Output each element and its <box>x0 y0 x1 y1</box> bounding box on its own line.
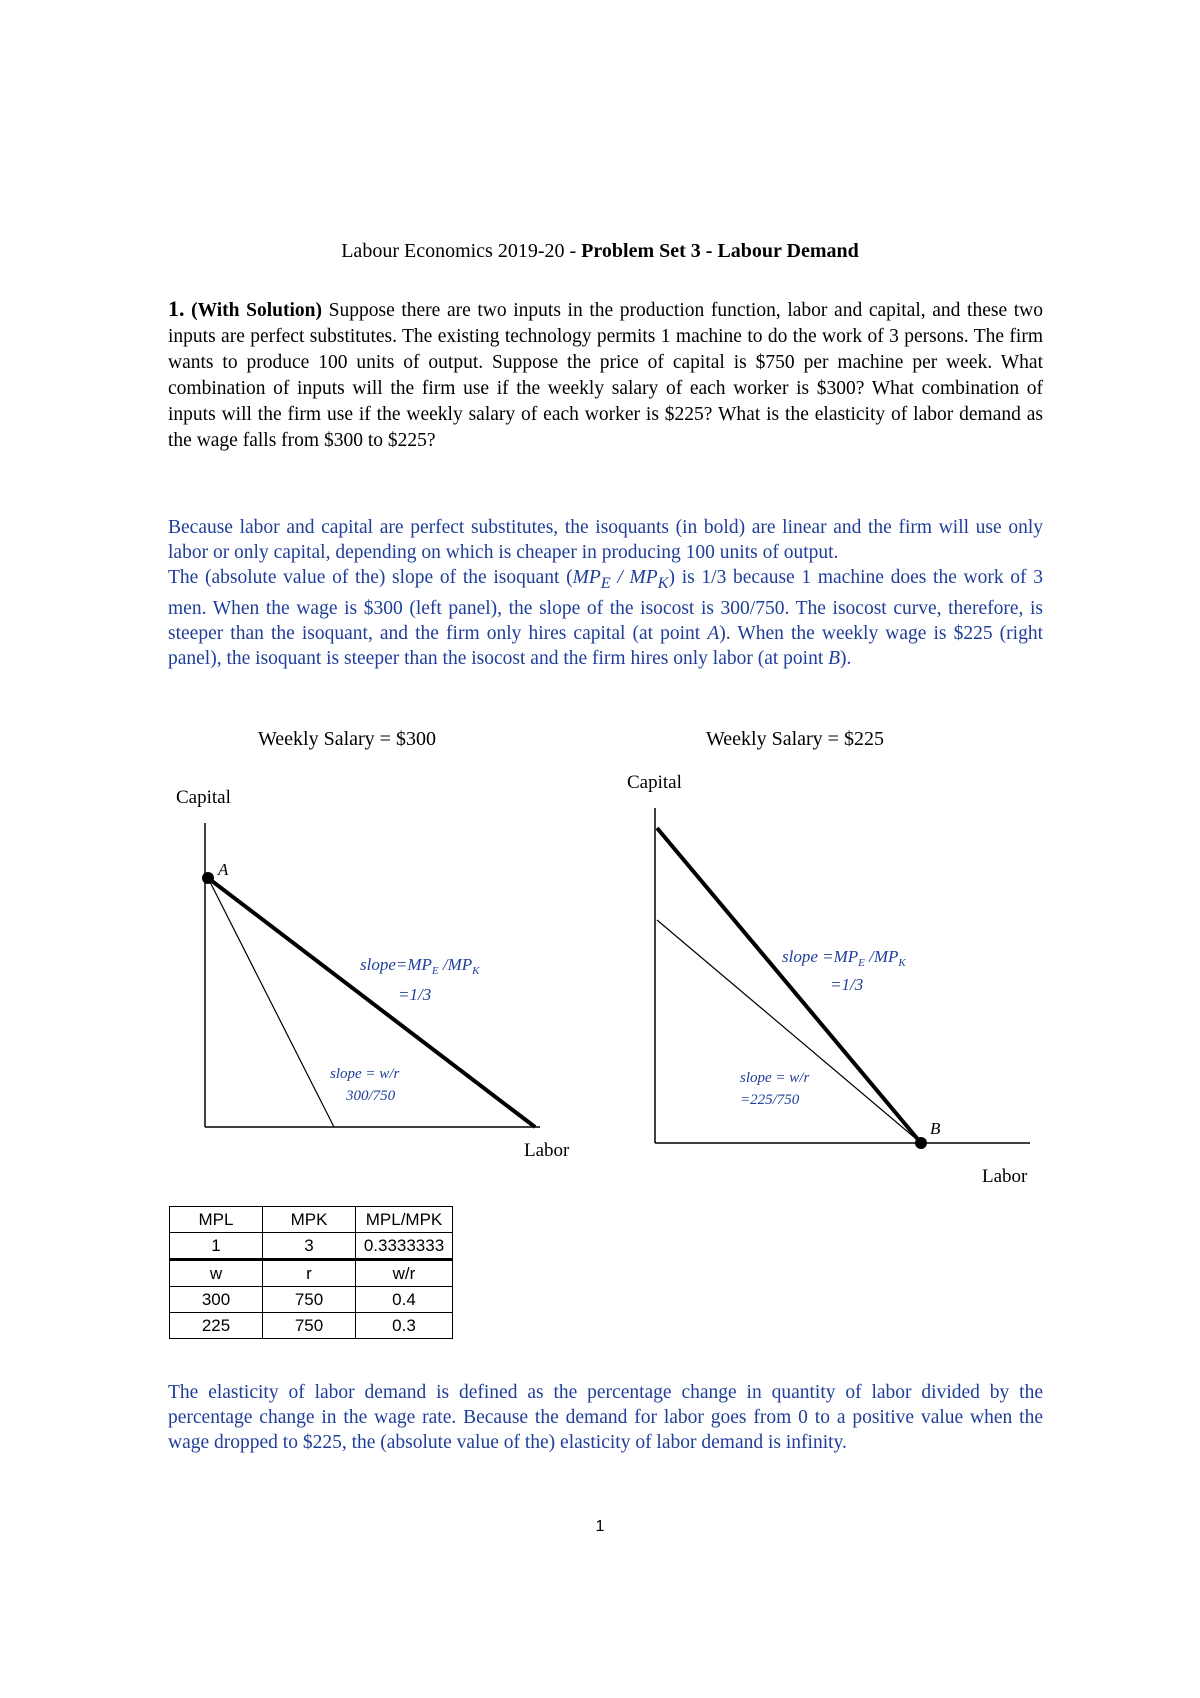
left-x-axis-label: Labor <box>524 1140 570 1161</box>
answer-text: The (absolute value of the) slope of the isoquant ( <box>168 567 573 588</box>
slash: / <box>610 567 630 588</box>
page-number: 1 <box>595 1518 605 1535</box>
table-cell: r <box>263 1260 356 1287</box>
table-cell: 300 <box>170 1287 263 1313</box>
mpl-symbol: MP <box>572 567 601 588</box>
label-part: slope =MP <box>782 947 859 966</box>
point-a-marker <box>202 872 214 884</box>
left-y-axis-label: Capital <box>176 787 231 808</box>
left-panel <box>176 787 570 1161</box>
table-row <box>170 1313 453 1339</box>
table-header-row <box>170 1260 453 1287</box>
table-cell: 750 <box>263 1313 356 1339</box>
label-part: /MP <box>864 947 899 966</box>
marginal-product-table <box>169 1206 453 1339</box>
table-cell: 0.3333333 <box>356 1233 453 1260</box>
point-a-ref: A <box>707 622 720 644</box>
point-b-marker <box>915 1137 927 1149</box>
elasticity-explanation <box>168 1380 1043 1455</box>
left-isocost-slope-label: slope = w/r <box>330 1066 400 1082</box>
right-panel-title: Weekly Salary = $225 <box>706 728 884 750</box>
right-y-axis-label: Capital <box>627 772 682 793</box>
left-isocost-slope-value: 300/750 <box>346 1088 396 1104</box>
mpk-subscript: K <box>657 573 669 592</box>
table-header-row <box>170 1207 453 1233</box>
table-cell: w/r <box>356 1260 453 1287</box>
table-cell: MPK <box>263 1207 356 1233</box>
answer-text: ) is 1/3 because 1 machine does the work of 3 men. When the wage is $300 (left panel), the slope of the isocost is 300/750. The isocost curve, therefore, is steeper than the isoquant, and the firm only hires capital (at point <box>168 567 1043 644</box>
table-cell: 0.4 <box>356 1287 453 1313</box>
label-subscript: E <box>431 965 439 977</box>
left-isoquant-slope-label <box>360 955 480 977</box>
label-subscript: K <box>472 965 480 977</box>
label-subscript: K <box>898 957 906 969</box>
point-b-ref: B <box>828 647 841 669</box>
label-subscript: E <box>858 957 865 969</box>
answer-paragraph-1: Because labor and capital are perfect substitutes, the isoquants (in bold) are linear and the firm will use only labor or only capital, depending on which is cheaper in producing 100 units of output. <box>168 517 1043 563</box>
right-isoquant-slope-label <box>782 947 906 969</box>
label-part: slope=MP <box>360 955 432 974</box>
right-x-axis-label: Labor <box>982 1166 1028 1187</box>
point-a-label: A <box>218 860 229 879</box>
point-b-label: B <box>930 1119 941 1138</box>
table-cell: 1 <box>170 1233 263 1260</box>
table-row <box>170 1287 453 1313</box>
answer-text: ). <box>840 647 852 669</box>
left-isocost-line <box>208 878 334 1127</box>
table-cell: 225 <box>170 1313 263 1339</box>
label-part: /MP <box>438 955 473 974</box>
table-cell: w <box>170 1260 263 1287</box>
table-cell: 750 <box>263 1287 356 1313</box>
right-isocost-slope-label: slope = w/r <box>740 1070 810 1086</box>
right-isoquant-slope-value: =1/3 <box>830 975 864 994</box>
mpl-subscript: E <box>600 573 611 592</box>
elasticity-paragraph: The elasticity of labor demand is defined as the percentage change in quantity of labor divided by the percentage change in the wage rate. Because the demand for labor goes from 0 to a positive value when the wage dropped to $225, the (absolute value of the) elasticity of labor demand is infinity. <box>168 1382 1043 1453</box>
question-text: Suppose there are two inputs in the production function, labor and capital, and these two inputs are perfect substitutes. The existing technology permits 1 machine to do the work of 3 persons. The firm wants to produce 100 units of output. Suppose the price of capital is $750 per machine per week. What combination of inputs will the firm use if the weekly salary of each worker is $300? What combination of inputs will the firm use if the weekly salary of each worker is $225? What is the elasticity of labor demand as the wage falls from $300 to $225? <box>168 300 1043 451</box>
table-cell: 3 <box>263 1233 356 1260</box>
right-isocost-slope-value: =225/750 <box>740 1092 800 1108</box>
left-isoquant-slope-value: =1/3 <box>398 985 432 1004</box>
table-cell: MPL/MPK <box>356 1207 453 1233</box>
title-prefix: Labour Economics 2019-20 - <box>341 240 582 262</box>
answer-text: ). When the weekly wage is $225 (right panel), the isoquant is steeper than the isocost and the firm hires only labor (at point <box>168 622 1043 669</box>
table-cell: 0.3 <box>356 1313 453 1339</box>
mpk-symbol: MP <box>629 567 658 588</box>
title-bold: Problem Set 3 - Labour Demand <box>581 240 859 262</box>
right-panel <box>627 772 1030 1187</box>
left-panel-title: Weekly Salary = $300 <box>258 728 436 750</box>
question-label: (With Solution) <box>191 300 323 321</box>
question-number: 1. <box>168 296 185 321</box>
table-row <box>170 1233 453 1260</box>
table-cell: MPL <box>170 1207 263 1233</box>
